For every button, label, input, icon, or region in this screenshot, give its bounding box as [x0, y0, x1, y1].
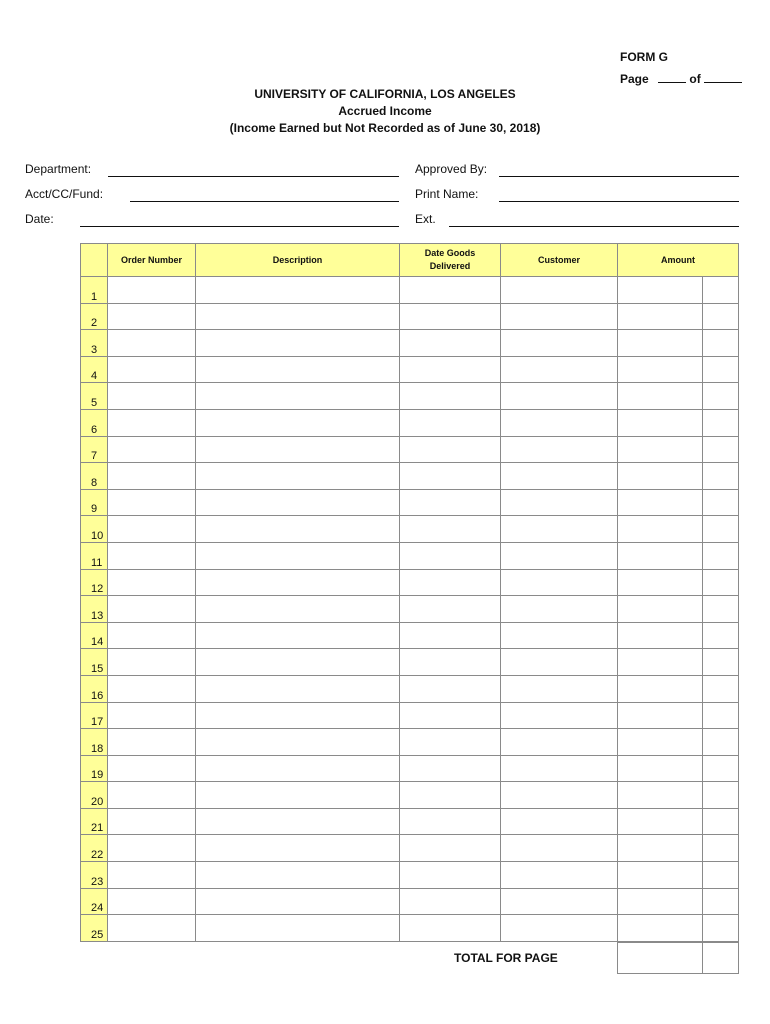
description-cell[interactable]: [196, 755, 400, 782]
description-cell[interactable]: [196, 915, 400, 942]
order-number-cell[interactable]: [108, 330, 196, 357]
customer-cell[interactable]: [501, 516, 618, 543]
row-number: 1: [81, 277, 108, 304]
approved-by-field[interactable]: [499, 176, 739, 177]
amount-dollars-cell[interactable]: [618, 755, 703, 782]
description-cell[interactable]: [196, 277, 400, 304]
acct-cc-fund-field[interactable]: [130, 201, 399, 202]
customer-cell[interactable]: [501, 303, 618, 330]
amount-dollars-cell[interactable]: [618, 383, 703, 410]
form-id: FORM G: [620, 50, 668, 64]
table-row: [81, 356, 739, 383]
table-row: [81, 782, 739, 809]
customer-cell[interactable]: [501, 729, 618, 756]
date-delivered-cell[interactable]: [400, 808, 501, 835]
amount-dollars-cell[interactable]: [618, 729, 703, 756]
date-delivered-cell[interactable]: [400, 702, 501, 729]
date-delivered-cell[interactable]: [400, 569, 501, 596]
table-header-row: [81, 244, 739, 277]
table-row: [81, 569, 739, 596]
description-cell[interactable]: [196, 516, 400, 543]
date-delivered-cell[interactable]: [400, 755, 501, 782]
description-cell[interactable]: [196, 808, 400, 835]
customer-cell[interactable]: [501, 383, 618, 410]
date-delivered-cell[interactable]: [400, 383, 501, 410]
customer-cell[interactable]: [501, 569, 618, 596]
amount-cents-cell[interactable]: [703, 383, 739, 410]
amount-cents-cell[interactable]: [703, 303, 739, 330]
amount-cents-cell[interactable]: [703, 888, 739, 915]
table-row: [81, 489, 739, 516]
amount-cents-cell[interactable]: [703, 622, 739, 649]
page-label: Page: [620, 72, 649, 86]
amount-cents-cell[interactable]: [703, 330, 739, 357]
amount-dollars-cell[interactable]: [618, 888, 703, 915]
order-number-cell[interactable]: [108, 516, 196, 543]
order-number-cell[interactable]: [108, 542, 196, 569]
table-row: [81, 702, 739, 729]
date-delivered-cell[interactable]: [400, 409, 501, 436]
row-number: 4: [81, 356, 108, 383]
order-number-cell[interactable]: [108, 356, 196, 383]
amount-dollars-cell[interactable]: [618, 808, 703, 835]
print-name-field[interactable]: [499, 201, 739, 202]
date-field[interactable]: [80, 226, 399, 227]
amount-cents-cell[interactable]: [703, 915, 739, 942]
order-number-cell[interactable]: [108, 649, 196, 676]
amount-cents-cell[interactable]: [703, 356, 739, 383]
university-title: UNIVERSITY OF CALIFORNIA, LOS ANGELES: [254, 87, 516, 101]
acct-cc-fund-label: Acct/CC/Fund:: [25, 187, 104, 201]
order-number-cell[interactable]: [108, 463, 196, 490]
amount-cents-cell[interactable]: [703, 702, 739, 729]
customer-cell[interactable]: [501, 489, 618, 516]
description-cell[interactable]: [196, 330, 400, 357]
amount-dollars-cell[interactable]: [618, 542, 703, 569]
amount-dollars-cell[interactable]: [618, 835, 703, 862]
customer-cell[interactable]: [501, 675, 618, 702]
order-number-cell[interactable]: [108, 569, 196, 596]
date-delivered-cell[interactable]: [400, 835, 501, 862]
customer-cell[interactable]: [501, 888, 618, 915]
amount-cents-cell[interactable]: [703, 649, 739, 676]
description-cell[interactable]: [196, 782, 400, 809]
amount-cents-cell[interactable]: [703, 755, 739, 782]
description-cell[interactable]: [196, 409, 400, 436]
order-number-cell[interactable]: [108, 862, 196, 889]
order-number-cell[interactable]: [108, 702, 196, 729]
description-cell[interactable]: [196, 835, 400, 862]
row-number: 11: [81, 542, 108, 569]
amount-cents-cell[interactable]: [703, 596, 739, 623]
row-number-header: [81, 244, 108, 277]
date-delivered-cell[interactable]: [400, 542, 501, 569]
table-row: [81, 542, 739, 569]
table-row: [81, 622, 739, 649]
description-cell[interactable]: [196, 862, 400, 889]
order-number-cell[interactable]: [108, 277, 196, 304]
amount-dollars-cell[interactable]: [618, 303, 703, 330]
date-delivered-cell[interactable]: [400, 649, 501, 676]
form-subtitle: Accrued Income: [338, 104, 432, 118]
order-number-cell[interactable]: [108, 383, 196, 410]
date-label: Date:: [25, 212, 54, 226]
customer-header: Customer: [501, 244, 618, 277]
row-number: 21: [81, 808, 108, 835]
accrued-income-table: [80, 243, 739, 942]
ext-field[interactable]: [449, 226, 739, 227]
date-delivered-cell[interactable]: [400, 330, 501, 357]
description-cell[interactable]: [196, 888, 400, 915]
amount-cents-cell[interactable]: [703, 277, 739, 304]
amount-cents-cell[interactable]: [703, 782, 739, 809]
date-delivered-cell[interactable]: [400, 622, 501, 649]
amount-dollars-cell[interactable]: [618, 862, 703, 889]
customer-cell[interactable]: [501, 835, 618, 862]
table-row: [81, 330, 739, 357]
customer-cell[interactable]: [501, 915, 618, 942]
date-goods-delivered-header: [400, 244, 501, 277]
date-delivered-cell[interactable]: [400, 862, 501, 889]
order-number-cell[interactable]: [108, 675, 196, 702]
order-number-cell[interactable]: [108, 835, 196, 862]
amount-cents-cell[interactable]: [703, 436, 739, 463]
description-cell[interactable]: [196, 622, 400, 649]
amount-dollars-cell[interactable]: [618, 915, 703, 942]
table-row: [81, 675, 739, 702]
date-goods-header-line1: Date Goods: [424, 248, 476, 258]
customer-cell[interactable]: [501, 862, 618, 889]
row-number: 15: [81, 649, 108, 676]
description-cell[interactable]: [196, 542, 400, 569]
customer-cell[interactable]: [501, 409, 618, 436]
of-label: of: [689, 72, 701, 86]
table-row: [81, 383, 739, 410]
amount-dollars-cell[interactable]: [618, 489, 703, 516]
table-row: [81, 463, 739, 490]
amount-header: Amount: [618, 244, 739, 277]
customer-cell[interactable]: [501, 596, 618, 623]
date-delivered-cell[interactable]: [400, 489, 501, 516]
order-number-cell[interactable]: [108, 489, 196, 516]
amount-cents-cell[interactable]: [703, 835, 739, 862]
amount-cents-cell[interactable]: [703, 808, 739, 835]
page-number-field[interactable]: [658, 71, 686, 83]
description-cell[interactable]: [196, 596, 400, 623]
customer-cell[interactable]: [501, 755, 618, 782]
customer-cell[interactable]: [501, 782, 618, 809]
date-delivered-cell[interactable]: [400, 596, 501, 623]
amount-dollars-cell[interactable]: [618, 516, 703, 543]
customer-cell[interactable]: [501, 463, 618, 490]
description-header: Description: [196, 244, 400, 277]
row-number: 3: [81, 330, 108, 357]
order-number-cell[interactable]: [108, 622, 196, 649]
amount-dollars-cell[interactable]: [618, 330, 703, 357]
amount-dollars-cell[interactable]: [618, 409, 703, 436]
amount-cents-cell[interactable]: [703, 675, 739, 702]
description-cell[interactable]: [196, 463, 400, 490]
description-cell[interactable]: [196, 356, 400, 383]
date-delivered-cell[interactable]: [400, 915, 501, 942]
ext-label: Ext.: [415, 212, 436, 226]
amount-cents-cell[interactable]: [703, 569, 739, 596]
amount-cents-cell[interactable]: [703, 729, 739, 756]
department-field[interactable]: [108, 176, 399, 177]
table-row: [81, 649, 739, 676]
description-cell[interactable]: [196, 702, 400, 729]
order-number-cell[interactable]: [108, 755, 196, 782]
row-number: 22: [81, 835, 108, 862]
date-delivered-cell[interactable]: [400, 303, 501, 330]
row-number: 7: [81, 436, 108, 463]
customer-cell[interactable]: [501, 808, 618, 835]
table-row: [81, 303, 739, 330]
amount-dollars-cell[interactable]: [618, 649, 703, 676]
amount-dollars-cell[interactable]: [618, 675, 703, 702]
customer-cell[interactable]: [501, 330, 618, 357]
table-row: [81, 409, 739, 436]
amount-dollars-cell[interactable]: [618, 596, 703, 623]
row-number: 18: [81, 729, 108, 756]
table-row: [81, 596, 739, 623]
amount-dollars-cell[interactable]: [618, 436, 703, 463]
table-row: [81, 516, 739, 543]
order-number-cell[interactable]: [108, 915, 196, 942]
table-row: [81, 915, 739, 942]
table-row: [81, 755, 739, 782]
row-number: 2: [81, 303, 108, 330]
order-number-cell[interactable]: [108, 782, 196, 809]
total-amount-field[interactable]: [617, 942, 703, 974]
order-number-cell[interactable]: [108, 596, 196, 623]
row-number: 16: [81, 675, 108, 702]
amount-cents-cell[interactable]: [703, 516, 739, 543]
row-number: 17: [81, 702, 108, 729]
row-number: 14: [81, 622, 108, 649]
description-cell[interactable]: [196, 675, 400, 702]
table-row: [81, 888, 739, 915]
customer-cell[interactable]: [501, 649, 618, 676]
date-goods-header-line2: Delivered: [429, 261, 471, 271]
amount-dollars-cell[interactable]: [618, 277, 703, 304]
row-number: 20: [81, 782, 108, 809]
page-number-line: [620, 71, 742, 86]
row-number: 6: [81, 409, 108, 436]
description-cell[interactable]: [196, 303, 400, 330]
customer-cell[interactable]: [501, 277, 618, 304]
date-delivered-cell[interactable]: [400, 888, 501, 915]
customer-cell[interactable]: [501, 622, 618, 649]
row-number: 5: [81, 383, 108, 410]
description-cell[interactable]: [196, 383, 400, 410]
date-delivered-cell[interactable]: [400, 729, 501, 756]
order-number-cell[interactable]: [108, 808, 196, 835]
amount-cents-cell[interactable]: [703, 862, 739, 889]
amount-dollars-cell[interactable]: [618, 622, 703, 649]
order-number-cell[interactable]: [108, 409, 196, 436]
amount-cents-cell[interactable]: [703, 489, 739, 516]
table-row: [81, 862, 739, 889]
description-cell[interactable]: [196, 729, 400, 756]
page-total-field[interactable]: [704, 71, 742, 83]
date-delivered-cell[interactable]: [400, 277, 501, 304]
row-number: 23: [81, 862, 108, 889]
table-row: [81, 835, 739, 862]
row-number: 25: [81, 915, 108, 942]
row-number: 19: [81, 755, 108, 782]
description-cell[interactable]: [196, 569, 400, 596]
amount-dollars-cell[interactable]: [618, 782, 703, 809]
amount-dollars-cell[interactable]: [618, 702, 703, 729]
amount-cents-cell[interactable]: [703, 463, 739, 490]
approved-by-label: Approved By:: [415, 162, 488, 176]
order-number-cell[interactable]: [108, 303, 196, 330]
date-delivered-cell[interactable]: [400, 516, 501, 543]
customer-cell[interactable]: [501, 702, 618, 729]
table-row: [81, 808, 739, 835]
table-row: [81, 729, 739, 756]
table-row: [81, 277, 739, 304]
row-number: 9: [81, 489, 108, 516]
amount-cents-cell[interactable]: [703, 542, 739, 569]
table-row: [81, 436, 739, 463]
date-delivered-cell[interactable]: [400, 782, 501, 809]
date-delivered-cell[interactable]: [400, 463, 501, 490]
order-number-cell[interactable]: [108, 888, 196, 915]
order-number-cell[interactable]: [108, 729, 196, 756]
amount-dollars-cell[interactable]: [618, 569, 703, 596]
date-delivered-cell[interactable]: [400, 356, 501, 383]
department-label: Department:: [25, 162, 92, 176]
amount-dollars-cell[interactable]: [618, 463, 703, 490]
customer-cell[interactable]: [501, 436, 618, 463]
row-number: 24: [81, 888, 108, 915]
amount-dollars-cell[interactable]: [618, 356, 703, 383]
description-cell[interactable]: [196, 489, 400, 516]
row-number: 13: [81, 596, 108, 623]
order-number-header: Order Number: [108, 244, 196, 277]
description-cell[interactable]: [196, 436, 400, 463]
customer-cell[interactable]: [501, 542, 618, 569]
order-number-cell[interactable]: [108, 436, 196, 463]
total-for-page-label: TOTAL FOR PAGE: [454, 951, 558, 965]
row-number: 10: [81, 516, 108, 543]
description-cell[interactable]: [196, 649, 400, 676]
date-delivered-cell[interactable]: [400, 436, 501, 463]
row-number: 8: [81, 463, 108, 490]
customer-cell[interactable]: [501, 356, 618, 383]
print-name-label: Print Name:: [415, 187, 479, 201]
row-number: 12: [81, 569, 108, 596]
amount-cents-cell[interactable]: [703, 409, 739, 436]
total-cents-field[interactable]: [702, 942, 739, 974]
form-description: (Income Earned but Not Recorded as of June 30, 2018): [229, 121, 541, 135]
date-delivered-cell[interactable]: [400, 675, 501, 702]
